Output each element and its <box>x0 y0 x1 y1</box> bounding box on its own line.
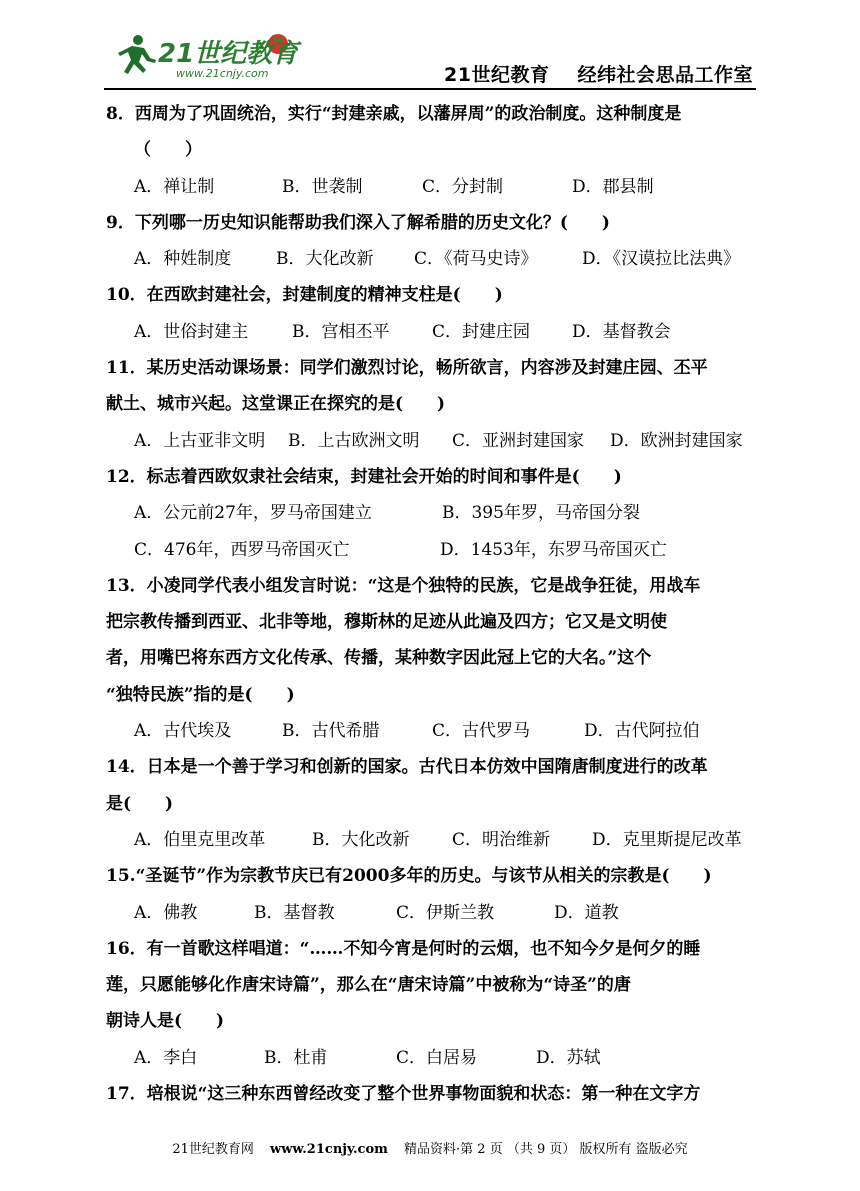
option: A．佛教 <box>134 902 198 923</box>
option: D．古代阿拉伯 <box>584 721 700 742</box>
question-12 <box>106 459 761 568</box>
page-header <box>0 0 860 92</box>
question-stem: 是( ) <box>106 793 174 814</box>
option: D．《汉谟拉比法典》 <box>582 249 741 270</box>
header-title <box>444 60 753 87</box>
option: A．伯里克里改革 <box>134 829 266 850</box>
option: C．封建庄园 <box>432 321 531 342</box>
runner-icon <box>118 35 156 74</box>
options-row <box>106 495 761 531</box>
option: C．476年，西罗马帝国灭亡 <box>134 539 350 560</box>
option: B．宫相丕平 <box>292 321 390 342</box>
options-row <box>106 532 761 568</box>
option: D．郡县制 <box>572 176 654 197</box>
option: B．395年罗，马帝国分裂 <box>442 503 640 524</box>
question-13 <box>106 568 761 749</box>
option: D．1453年，东罗马帝国灭亡 <box>440 539 667 560</box>
page-footer <box>0 1138 860 1157</box>
option: D．苏轼 <box>536 1047 601 1068</box>
question-stem: 10．在西欧封建社会，封建制度的精神支柱是( ) <box>106 285 503 306</box>
question-stem: 13．小凌同学代表小组发言时说：“这是个独特的民族，它是战争狂徒，用战车 <box>106 575 701 596</box>
footer-page-info: 精品资料·第 2 页 （共 9 页） 版权所有 盗版必究 <box>404 1142 688 1157</box>
option: C．古代罗马 <box>432 721 531 742</box>
header-org: 21世纪教育 <box>444 64 550 86</box>
question-stem: 者，用嘴巴将东西方文化传承、传播，某种数字因此冠上它的大名。”这个 <box>106 648 652 669</box>
logo-url: www.21cnjy.com <box>176 67 269 80</box>
question-10 <box>106 277 761 350</box>
option: A．古代埃及 <box>134 721 232 742</box>
question-stem: 9．下列哪一历史知识能帮助我们深入了解希腊的历史文化？( ) <box>106 212 610 233</box>
question-15 <box>106 858 761 931</box>
question-stem: “独特民族”指的是( ) <box>106 684 295 705</box>
option: B．世袭制 <box>282 176 363 197</box>
option: A．公元前27年，罗马帝国建立 <box>134 503 372 524</box>
option: D．欧洲封建国家 <box>610 430 743 451</box>
option: C．白居易 <box>396 1047 478 1068</box>
options-row <box>106 895 761 931</box>
option: D．克里斯提尼改革 <box>592 829 742 850</box>
logo <box>112 30 312 82</box>
option: A．世俗封建主 <box>134 321 249 342</box>
question-stem: 11．某历史活动课场景：同学们激烈讨论，畅所欲言，内容涉及封建庄园、丕平 <box>106 358 708 379</box>
logo-text: 21世纪教育 <box>158 39 299 69</box>
question-stem: 12．标志着西欧奴隶社会结束，封建社会开始的时间和事件是( ) <box>106 466 622 487</box>
question-stem: 14．日本是一个善于学习和创新的国家。古代日本仿效中国隋唐制度进行的改革 <box>106 757 708 778</box>
header-studio: 经纬社会思品工作室 <box>577 64 753 86</box>
question-17 <box>106 1076 761 1112</box>
options-row <box>106 169 761 205</box>
question-stem: 15.“圣诞节”作为宗教节庆已有2000多年的历史。与该节从相关的宗教是( ) <box>106 866 712 887</box>
question-stem: 17．培根说“这三种东西曾经改变了整个世界事物面貌和状态：第一种在文字方 <box>106 1084 701 1105</box>
option: A．上古亚非文明 <box>134 430 266 451</box>
option: C．明治维新 <box>452 829 551 850</box>
option: A．李白 <box>134 1047 198 1068</box>
option: B．杜甫 <box>264 1047 328 1068</box>
option: B．大化改新 <box>276 249 374 270</box>
option: B．基督教 <box>254 902 335 923</box>
option: D．道教 <box>554 902 619 923</box>
question-9 <box>106 205 761 278</box>
option: B．上古欧洲文明 <box>288 430 420 451</box>
question-list <box>106 96 761 1112</box>
question-11 <box>106 350 761 459</box>
option: C．《荷马史诗》 <box>414 249 538 270</box>
question-stem: 把宗教传播到西亚、北非等地，穆斯林的足迹从此遍及四方；它又是文明使 <box>106 612 667 633</box>
option: B．古代希腊 <box>282 721 380 742</box>
footer-url[interactable]: www.21cnjy.com <box>270 1142 388 1157</box>
question-stem: 16．有一首歌这样唱道：“……不知今宵是何时的云烟，也不知今夕是何夕的睡 <box>106 938 701 959</box>
footer-site: 21世纪教育网 <box>172 1142 254 1157</box>
option: A．种姓制度 <box>134 249 232 270</box>
question-stem: 8．西周为了巩固统治，实行“封建亲戚，以藩屏周”的政治制度。这种制度是 <box>106 104 682 124</box>
question-16 <box>106 931 761 1076</box>
question-stem: （ ） <box>134 140 202 161</box>
question-stem: 莲，只愿能够化作唐宋诗篇”，那么在“唐宋诗篇”中被称为“诗圣”的唐 <box>106 975 631 996</box>
options-row <box>106 822 761 858</box>
option: C．亚洲封建国家 <box>452 430 585 451</box>
options-row <box>106 1040 761 1076</box>
options-row <box>106 314 761 350</box>
question-8 <box>106 96 761 205</box>
question-stem: 朝诗人是( ) <box>106 1011 225 1032</box>
question-stem: 献土、城市兴起。这堂课正在探究的是( ) <box>106 394 446 415</box>
option: A．禅让制 <box>134 176 215 197</box>
options-row <box>106 241 761 277</box>
option: C．分封制 <box>422 176 504 197</box>
options-row <box>106 713 761 749</box>
question-14 <box>106 749 761 858</box>
option: B．大化改新 <box>312 829 410 850</box>
header-divider <box>104 88 756 90</box>
option: D．基督教会 <box>572 321 671 342</box>
options-row <box>106 423 761 459</box>
option: C．伊斯兰教 <box>396 902 495 923</box>
